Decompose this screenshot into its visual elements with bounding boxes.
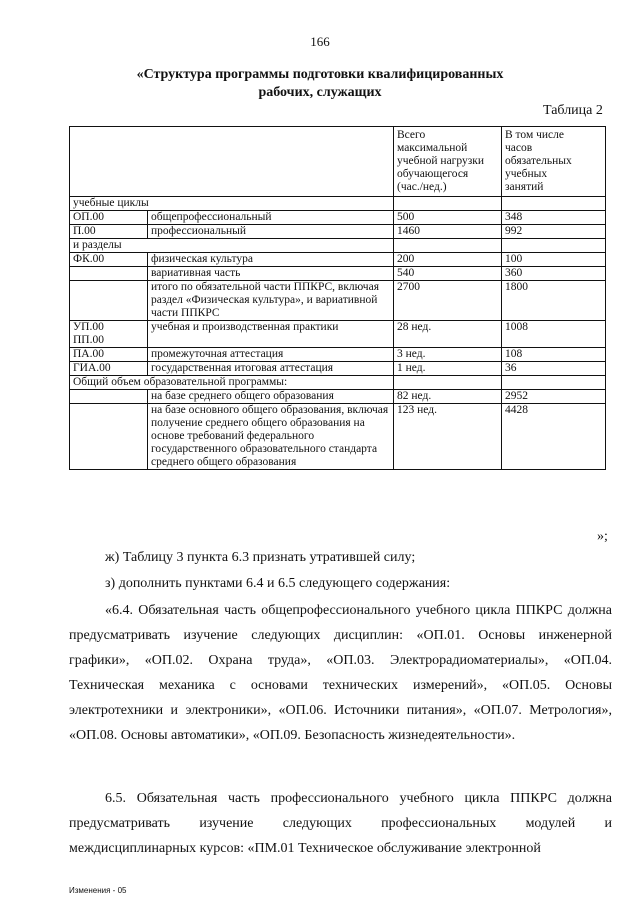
row-mandatory-hours: 1800 bbox=[502, 281, 606, 321]
table-row bbox=[70, 321, 606, 348]
row-max-load: 1 нед. bbox=[394, 362, 502, 376]
table-label: Таблица 2 bbox=[543, 103, 603, 118]
row-mandatory-hours: 1008 bbox=[502, 321, 606, 348]
row-code: ОП.00 bbox=[70, 211, 148, 225]
title-line-2: рабочих, служащих bbox=[258, 85, 382, 100]
section-parts-label: и разделы bbox=[70, 239, 394, 253]
table-row bbox=[70, 211, 606, 225]
table-row bbox=[70, 253, 606, 267]
title-line-1: «Структура программы подготовки квалифицированных bbox=[136, 67, 504, 82]
row-mandatory-hours: 348 bbox=[502, 211, 606, 225]
row-max-load: 3 нед. bbox=[394, 348, 502, 362]
row-max-load: 200 bbox=[394, 253, 502, 267]
row-mandatory-hours: 100 bbox=[502, 253, 606, 267]
page-number: 166 bbox=[310, 34, 330, 49]
row-mandatory-hours: 36 bbox=[502, 362, 606, 376]
section-cycles bbox=[70, 197, 606, 211]
row-mandatory-hours: 360 bbox=[502, 267, 606, 281]
section-total bbox=[70, 376, 606, 390]
row-mandatory-hours: 2952 bbox=[502, 390, 606, 404]
row-max-load: 2700 bbox=[394, 281, 502, 321]
table-row bbox=[70, 404, 606, 470]
header-max-load: Всего максимальной учебной нагрузки обучающегося (час./нед.) bbox=[394, 127, 502, 197]
empty-cell bbox=[502, 239, 606, 253]
closing-quote-mark: »; bbox=[597, 529, 608, 544]
row-name: государственная итоговая аттестация bbox=[148, 362, 394, 376]
document-title bbox=[0, 66, 640, 102]
row-name: общепрофессиональный bbox=[148, 211, 394, 225]
row-code bbox=[70, 390, 148, 404]
paragraph-6-4: «6.4. Обязательная часть общепрофессионального учебного цикла ППКРС должна предусматривать изучение следующих дисциплин: «ОП.01. Основы инженерной графики», «ОП.02. Охрана труда», «ОП.03. Электрорадиоматериалы», «ОП.04. Техническая механика с основами технических измерений», «ОП.05. Основы электротехники и электроники», «ОП.06. Источники питания», «ОП.07. Метрология», «ОП.08. Основы автоматики», «ОП.09. Безопасность жизнедеятельности». bbox=[69, 603, 612, 743]
row-name: вариативная часть bbox=[148, 267, 394, 281]
row-max-load: 123 нед. bbox=[394, 404, 502, 470]
empty-cell bbox=[394, 239, 502, 253]
row-name: на базе среднего общего образования bbox=[148, 390, 394, 404]
row-name: на базе основного общего образования, включая получение среднего общего образования на основе требований федерального государственного образовательного стандарта среднего общего образования bbox=[148, 404, 394, 470]
empty-cell bbox=[502, 197, 606, 211]
empty-cell bbox=[394, 197, 502, 211]
program-structure-table bbox=[69, 126, 606, 470]
footer-note: Изменения - 05 bbox=[69, 886, 127, 895]
row-code: ПА.00 bbox=[70, 348, 148, 362]
table-row bbox=[70, 225, 606, 239]
row-max-load: 500 bbox=[394, 211, 502, 225]
empty-cell bbox=[394, 376, 502, 390]
table-row bbox=[70, 348, 606, 362]
row-code bbox=[70, 267, 148, 281]
table-header-row bbox=[70, 127, 606, 197]
row-name: промежуточная аттестация bbox=[148, 348, 394, 362]
row-code: ГИА.00 bbox=[70, 362, 148, 376]
empty-cell bbox=[502, 376, 606, 390]
row-max-load: 82 нед. bbox=[394, 390, 502, 404]
row-code: ФК.00 bbox=[70, 253, 148, 267]
row-mandatory-hours: 4428 bbox=[502, 404, 606, 470]
row-code: УП.00 ПП.00 bbox=[70, 321, 148, 348]
row-name: физическая культура bbox=[148, 253, 394, 267]
row-max-load: 540 bbox=[394, 267, 502, 281]
row-max-load: 1460 bbox=[394, 225, 502, 239]
section-parts bbox=[70, 239, 606, 253]
paragraph-6-5: 6.5. Обязательная часть профессионального учебного цикла ППКРС должна предусматривать изучение следующих профессиональных модулей и междисциплинарных курсов: «ПМ.01 Техническое обслуживание электронной bbox=[69, 791, 612, 856]
row-name: итого по обязательной части ППКРС, включая раздел «Физическая культура», и вариативной части ППКРС bbox=[148, 281, 394, 321]
row-code bbox=[70, 404, 148, 470]
header-empty-cell bbox=[70, 127, 394, 197]
row-mandatory-hours: 992 bbox=[502, 225, 606, 239]
table-row bbox=[70, 267, 606, 281]
row-name: учебная и производственная практики bbox=[148, 321, 394, 348]
header-mandatory-hours: В том числе часов обязательных учебных занятий bbox=[502, 127, 606, 197]
section-cycles-label: учебные циклы bbox=[70, 197, 394, 211]
item-zh-paragraph: ж) Таблицу 3 пункта 6.3 признать утратившей силу; bbox=[105, 550, 416, 565]
table-row bbox=[70, 390, 606, 404]
row-code: П.00 bbox=[70, 225, 148, 239]
table-row bbox=[70, 362, 606, 376]
table-row bbox=[70, 281, 606, 321]
row-name: профессиональный bbox=[148, 225, 394, 239]
row-code bbox=[70, 281, 148, 321]
item-z-paragraph: з) дополнить пунктами 6.4 и 6.5 следующего содержания: bbox=[105, 576, 451, 591]
section-total-label: Общий объем образовательной программы: bbox=[70, 376, 394, 390]
row-mandatory-hours: 108 bbox=[502, 348, 606, 362]
row-max-load: 28 нед. bbox=[394, 321, 502, 348]
